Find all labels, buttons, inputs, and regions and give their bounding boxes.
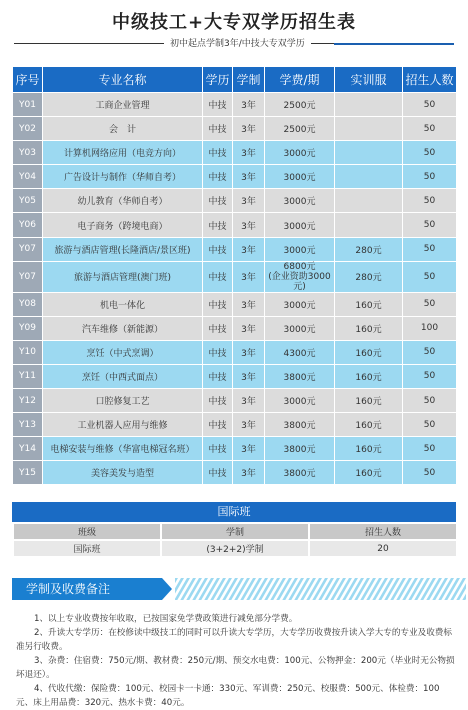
row-major: 计算机网络应用（电竞方向）: [43, 141, 203, 165]
row-major: 电子商务（跨境电商）: [43, 213, 203, 237]
row-major: 旅游与酒店管理(长隆酒店/景区班): [43, 237, 203, 261]
table-row: [13, 413, 457, 437]
row-major: 烹饪（中西式面点）: [43, 364, 203, 388]
row-fee: 3000元: [265, 213, 335, 237]
row-duration: 3年: [233, 213, 265, 237]
row-education: 中技: [203, 261, 233, 292]
row-education: 中技: [203, 340, 233, 364]
table-row: [13, 237, 457, 261]
subtitle: 初中起点学制3年/中技大专双学历: [164, 36, 311, 49]
row-duration: 3年: [233, 261, 265, 292]
notes-title: 学制及收费备注: [26, 582, 111, 596]
header-quota: 招生人数: [403, 67, 457, 93]
row-index: Y08: [13, 292, 43, 316]
row-major: 幼儿教育（华师自考）: [43, 189, 203, 213]
row-index: Y01: [13, 93, 43, 117]
row-uniform: 160元: [335, 316, 403, 340]
row-duration: 3年: [233, 364, 265, 388]
row-fee: 3800元: [265, 413, 335, 437]
row-education: 中技: [203, 141, 233, 165]
header-education: 学历: [203, 67, 233, 93]
row-major: 工商企业管理: [43, 93, 203, 117]
notes-header-arrow: [162, 578, 172, 600]
table-row: [13, 461, 457, 485]
row-major: 广告设计与制作（华师自考）: [43, 165, 203, 189]
row-education: 中技: [203, 364, 233, 388]
row-index: Y09: [13, 316, 43, 340]
row-major: 汽车维修（新能源）: [43, 316, 203, 340]
row-education: 中技: [203, 316, 233, 340]
row-duration: 3年: [233, 93, 265, 117]
row-quota: 50: [403, 292, 457, 316]
row-fee: 3000元: [265, 292, 335, 316]
row-education: 中技: [203, 413, 233, 437]
row-fee: 2500元: [265, 117, 335, 141]
enrollment-table: [12, 66, 457, 485]
row-fee: 3000元: [265, 389, 335, 413]
row-education: 中技: [203, 237, 233, 261]
intl-duration: (3+2+2)学制: [161, 540, 309, 557]
row-quota: 50: [403, 165, 457, 189]
note-item: 4、代收代缴：保险费：100元、校园卡一卡通：330元、军训费：250元、校服费：500元、体检费：100元、床上用品费：320元、热水卡费：40元。: [16, 684, 440, 708]
row-fee: 3800元: [265, 461, 335, 485]
row-education: 中技: [203, 461, 233, 485]
row-index: Y07: [13, 261, 43, 292]
row-index: Y15: [13, 461, 43, 485]
row-duration: 3年: [233, 117, 265, 141]
row-uniform: 280元: [335, 261, 403, 292]
row-index: Y10: [13, 340, 43, 364]
row-major: 美容美发与造型: [43, 461, 203, 485]
row-index: Y03: [13, 141, 43, 165]
row-duration: 3年: [233, 340, 265, 364]
intl-table: [12, 522, 458, 558]
table-row: [13, 364, 457, 388]
row-major: 烹饪（中式烹调）: [43, 340, 203, 364]
row-major: 口腔修复工艺: [43, 389, 203, 413]
intl-header-quota: 招生人数: [309, 523, 457, 540]
row-education: 中技: [203, 292, 233, 316]
table-row: [13, 316, 457, 340]
table-row: [13, 117, 457, 141]
table-row: [13, 189, 457, 213]
row-education: 中技: [203, 117, 233, 141]
row-index: Y12: [13, 389, 43, 413]
row-uniform: [335, 189, 403, 213]
intl-header-row: [13, 523, 457, 540]
row-index: Y04: [13, 165, 43, 189]
row-fee: [265, 261, 335, 292]
table-row: [13, 261, 457, 292]
intl-quota: 20: [309, 540, 457, 557]
header-major: 专业名称: [43, 67, 203, 93]
row-fee: 3000元: [265, 237, 335, 261]
intl-class: 国际班: [13, 540, 161, 557]
row-uniform: 160元: [335, 413, 403, 437]
table-row: [13, 165, 457, 189]
table-row: [13, 93, 457, 117]
row-uniform: [335, 141, 403, 165]
row-major: 会 计: [43, 117, 203, 141]
row-index: Y02: [13, 117, 43, 141]
row-quota: 50: [403, 437, 457, 461]
row-duration: 3年: [233, 165, 265, 189]
intl-header-class: 班级: [13, 523, 161, 540]
header-uniform: 实训服: [335, 67, 403, 93]
row-quota: 50: [403, 93, 457, 117]
row-uniform: [335, 213, 403, 237]
row-education: 中技: [203, 213, 233, 237]
note-item: 3、杂费：住宿费：750元/期、教材费：250元/期、预交水电费：100元、公物押金：200元（毕业时无公物损坏退还）。: [16, 656, 455, 680]
row-education: 中技: [203, 389, 233, 413]
row-uniform: 160元: [335, 389, 403, 413]
row-uniform: [335, 165, 403, 189]
row-fee: 2500元: [265, 93, 335, 117]
intl-section-title: 国际班: [12, 502, 456, 522]
intl-row: [13, 540, 457, 557]
row-major: 旅游与酒店管理(澳门班): [43, 261, 203, 292]
header-fee: 学费/期: [265, 67, 335, 93]
row-major: 机电一体化: [43, 292, 203, 316]
note-item: 1、以上专业收费按年收取，已按国家免学费政策进行减免部分学费。: [34, 614, 298, 624]
header-duration: 学制: [233, 67, 265, 93]
subtitle-bar: [14, 36, 454, 50]
header-index: 序号: [13, 67, 43, 93]
row-quota: 50: [403, 364, 457, 388]
table-row: [13, 340, 457, 364]
row-quota: 50: [403, 340, 457, 364]
row-quota: 50: [403, 461, 457, 485]
row-fee: 3000元: [265, 141, 335, 165]
row-fee: 3000元: [265, 316, 335, 340]
table-row: [13, 389, 457, 413]
table-header-row: [13, 67, 457, 93]
row-uniform: 160元: [335, 340, 403, 364]
row-uniform: 160元: [335, 364, 403, 388]
row-duration: 3年: [233, 292, 265, 316]
row-index: Y05: [13, 189, 43, 213]
row-education: 中技: [203, 165, 233, 189]
page-title: 中级技工+大专双学历招生表: [111, 12, 357, 33]
table-row: [13, 141, 457, 165]
row-fee: 3800元: [265, 364, 335, 388]
row-education: 中技: [203, 189, 233, 213]
row-fee-note: (企业资助3000元): [268, 271, 331, 292]
row-fee: 3000元: [265, 165, 335, 189]
intl-header-duration: 学制: [161, 523, 309, 540]
notes-header: [12, 578, 170, 600]
row-quota: 50: [403, 117, 457, 141]
subtitle-accent: [334, 43, 454, 45]
row-index: Y13: [13, 413, 43, 437]
row-fee: 3000元: [265, 189, 335, 213]
row-quota: 50: [403, 189, 457, 213]
row-education: 中技: [203, 437, 233, 461]
row-fee: 4300元: [265, 340, 335, 364]
table-row: [13, 213, 457, 237]
row-duration: 3年: [233, 316, 265, 340]
row-uniform: [335, 117, 403, 141]
row-major: 电梯安装与维修（华富电梯冠名班）: [43, 437, 203, 461]
row-quota: 50: [403, 413, 457, 437]
row-index: Y14: [13, 437, 43, 461]
row-quota: 100: [403, 316, 457, 340]
table-row: [13, 437, 457, 461]
note-item: 2、升读大专学历：在校修读中级技工的同时可以升读大专学历，大专学历收费按升读入学大专的专业及收费标准另行收费。: [16, 628, 452, 652]
row-index: Y11: [13, 364, 43, 388]
row-duration: 3年: [233, 461, 265, 485]
row-uniform: 160元: [335, 292, 403, 316]
row-uniform: 280元: [335, 237, 403, 261]
notes-body: [16, 612, 456, 710]
row-education: 中技: [203, 93, 233, 117]
row-quota: 50: [403, 261, 457, 292]
row-quota: 50: [403, 141, 457, 165]
row-fee: 3800元: [265, 437, 335, 461]
row-quota: 50: [403, 213, 457, 237]
row-duration: 3年: [233, 437, 265, 461]
notes-stripe-decoration: [175, 578, 466, 600]
row-duration: 3年: [233, 413, 265, 437]
row-index: Y07: [13, 237, 43, 261]
row-duration: 3年: [233, 189, 265, 213]
row-fee-main: 6800元: [283, 261, 316, 272]
row-index: Y06: [13, 213, 43, 237]
table-row: [13, 292, 457, 316]
row-major: 工业机器人应用与维修: [43, 413, 203, 437]
row-uniform: 160元: [335, 461, 403, 485]
row-quota: 50: [403, 389, 457, 413]
row-quota: 50: [403, 237, 457, 261]
row-uniform: 160元: [335, 437, 403, 461]
row-duration: 3年: [233, 237, 265, 261]
row-duration: 3年: [233, 141, 265, 165]
row-uniform: [335, 93, 403, 117]
row-duration: 3年: [233, 389, 265, 413]
